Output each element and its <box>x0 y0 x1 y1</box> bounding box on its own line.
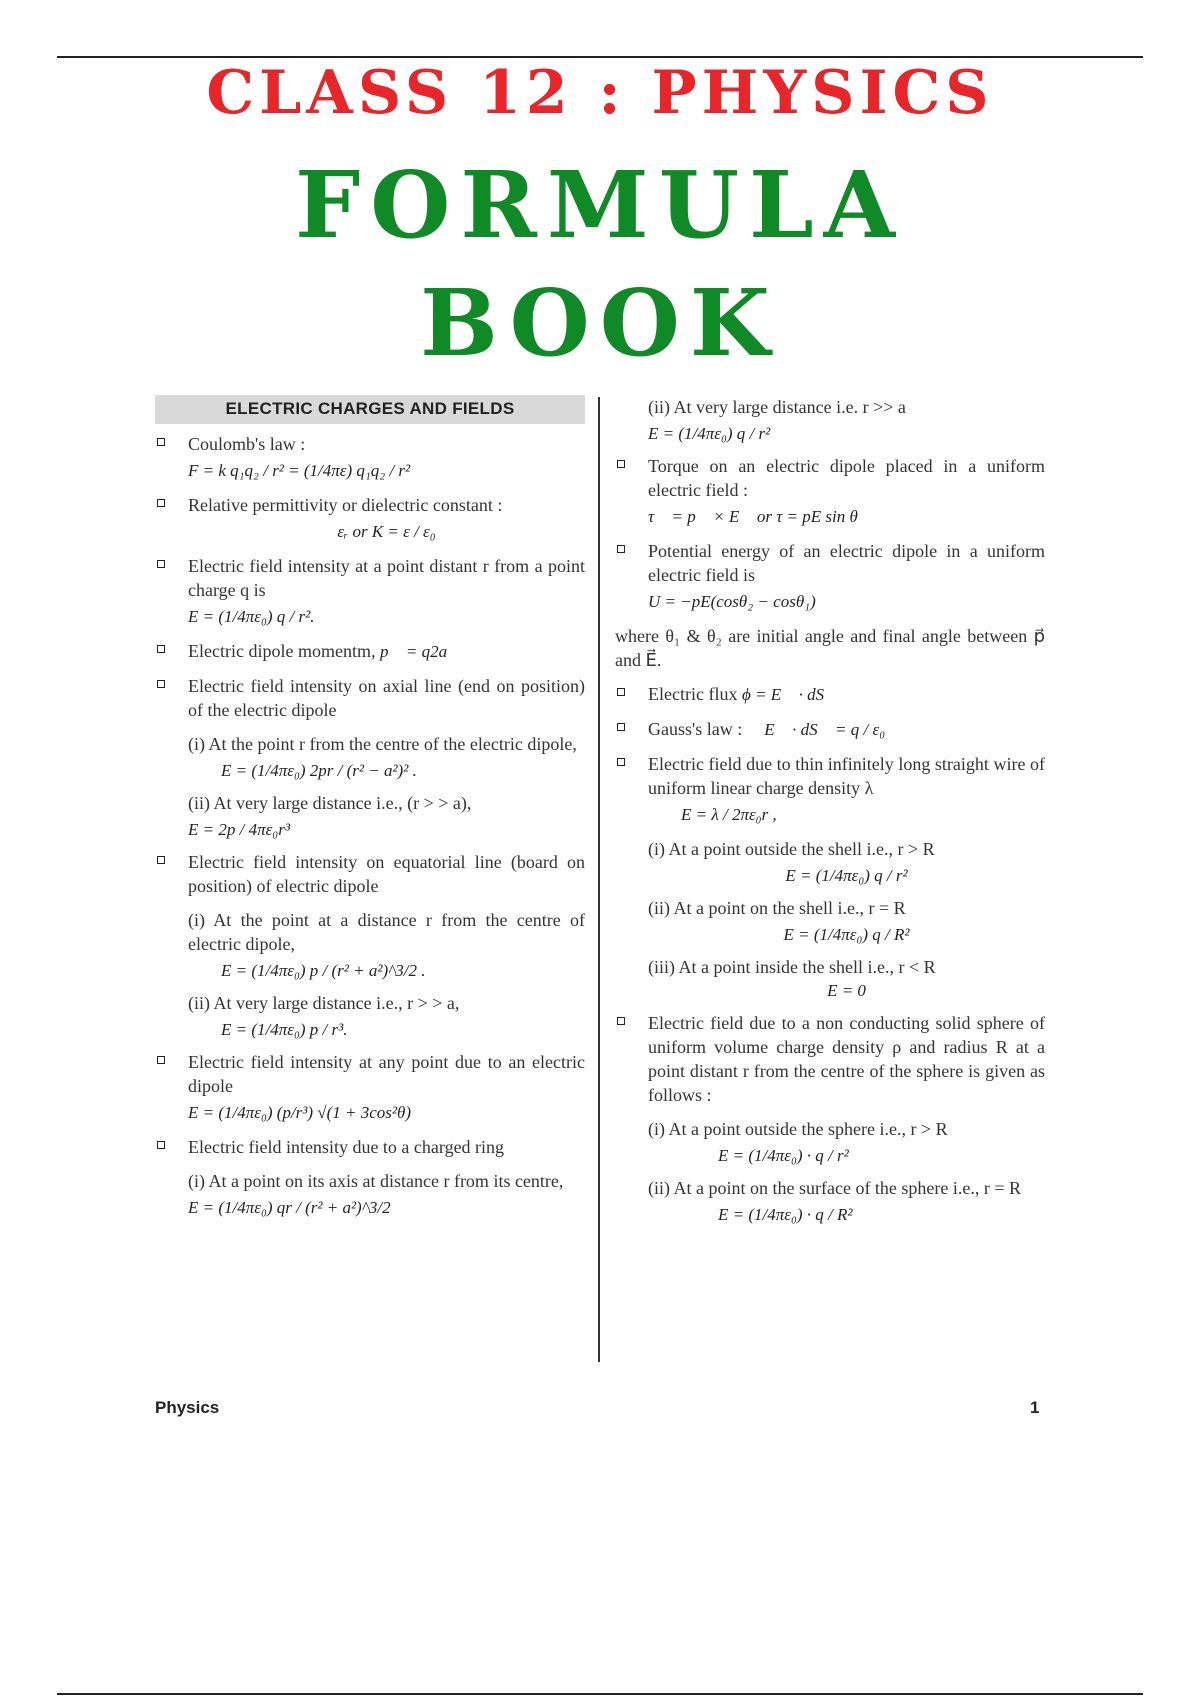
ring-ii-formula: E = (1/4πε₀) q / r² <box>648 424 771 443</box>
left-column <box>155 395 585 1228</box>
checkbox-bullet-icon <box>617 688 625 696</box>
coulomb-formula: F = k q₁q₂ / r² = (1/4πε) q₁q₂ / r² <box>188 461 411 480</box>
sub-item: (i) At the point r from the centre of the electric dipole, E = (1/4πε₀) 2pr / (r² − a²)² . <box>155 732 585 783</box>
list-item: Relative permittivity or dielectric constant : εᵣ or K = ε / ε₀ <box>155 493 585 544</box>
checkbox-bullet-icon <box>157 1056 165 1064</box>
shell-i-formula: E = (1/4πε₀) q / r² <box>785 866 908 885</box>
sub-item: (i) At a point on its axis at distance r from its centre, E = (1/4πε₀) qr / (r² + a²)^3/2 <box>155 1169 585 1220</box>
section-title: ELECTRIC CHARGES AND FIELDS <box>155 395 585 424</box>
page-number: 1 <box>1030 1398 1040 1417</box>
list-item: Coulomb's law : F = k q₁q₂ / r² = (1/4πε) q₁q₂ / r² <box>155 432 585 483</box>
list-item: Electric field intensity at any point due to an electric dipole E = (1/4πε₀) (p/r³) √(1 + 3cos²θ) <box>155 1050 585 1125</box>
list-item: Gauss's law : ∮ E⃗ · dS⃗ = q / ε₀ <box>615 717 1045 742</box>
sub-item: (ii) At very large distance i.e., r > > a, E = (1/4πε₀) p / r³. <box>155 991 585 1042</box>
list-item: Torque on an electric dipole placed in a uniform electric field : τ⃗ = p⃗ × E⃗ or τ = pE sin θ <box>615 454 1045 529</box>
checkbox-bullet-icon <box>157 680 165 688</box>
list-item: Potential energy of an electric dipole in a uniform electric field is U = −pE(cosθ₂ − cosθ₁) <box>615 539 1045 614</box>
title-class: CLASS 12 : PHYSICS <box>206 58 994 128</box>
sphere-i-formula: E = (1/4πε₀) · q / r² <box>718 1146 849 1165</box>
footer-subject: Physics <box>155 1398 220 1417</box>
axial-i-formula: E = (1/4πε₀) 2pr / (r² − a²)² . <box>221 761 417 780</box>
bottom-rule <box>57 1693 1143 1695</box>
title-formula: FORMULA <box>294 151 906 259</box>
checkbox-bullet-icon <box>157 856 165 864</box>
flux-formula: ϕ = E⃗ · dS⃗ <box>741 685 838 704</box>
dipole-moment-formula: p⃗ = q2a <box>379 642 448 661</box>
list-item: Electric field intensity on axial line (end on position) of the electric dipole <box>155 674 585 722</box>
shell-ii-formula: E = (1/4πε₀) q / R² <box>783 925 910 944</box>
checkbox-bullet-icon <box>157 645 165 653</box>
checkbox-bullet-icon <box>617 460 625 468</box>
sub-item: (ii) At very large distance i.e., (r > > a), E = 2p / 4πε₀r³ <box>155 791 585 842</box>
title-book: BOOK <box>420 269 780 377</box>
shell-iii-formula: E = 0 <box>827 981 866 1000</box>
list-item: Electric dipole momentm, p⃗ = q2a <box>155 639 585 664</box>
sub-item: (ii) At very large distance i.e. r >> a E = (1/4πε₀) q / r² <box>615 395 1045 446</box>
sub-item: (ii) At a point on the shell i.e., r = R E = (1/4πε₀) q / R² <box>615 896 1045 947</box>
potential-energy-formula: U = −pE(cosθ₂ − cosθ₁) <box>648 592 816 611</box>
checkbox-bullet-icon <box>617 723 625 731</box>
sub-item: (i) At a point outside the shell i.e., r > R E = (1/4πε₀) q / r² <box>615 837 1045 888</box>
checkbox-bullet-icon <box>157 438 165 446</box>
checkbox-bullet-icon <box>157 1141 165 1149</box>
equatorial-ii-formula: E = (1/4πε₀) p / r³. <box>221 1020 348 1039</box>
sub-item: (i) At a point outside the sphere i.e., r > R E = (1/4πε₀) · q / r² <box>615 1117 1045 1168</box>
torque-formula: τ⃗ = p⃗ × E⃗ or τ = pE sin θ <box>648 507 858 526</box>
equatorial-i-formula: E = (1/4πε₀) p / (r² + a²)^3/2 . <box>221 961 426 980</box>
list-item: Electric field due to thin infinitely long straight wire of uniform linear charge density λ E = λ / 2πε₀r , <box>615 752 1045 827</box>
list-item: Electric field intensity due to a charged ring <box>155 1135 585 1159</box>
potential-energy-note: where θ₁ & θ₂ are initial angle and final angle between p⃗ and E⃗. <box>615 626 1045 670</box>
axial-ii-formula: E = 2p / 4πε₀r³ <box>188 820 290 839</box>
right-column <box>615 395 1045 1235</box>
permittivity-formula: εᵣ or K = ε / ε₀ <box>337 522 436 541</box>
checkbox-bullet-icon <box>157 560 165 568</box>
checkbox-bullet-icon <box>157 499 165 507</box>
sub-item: (iii) At a point inside the shell i.e., r < R E = 0 <box>615 955 1045 1003</box>
any-point-formula: E = (1/4πε₀) (p/r³) √(1 + 3cos²θ) <box>188 1103 412 1122</box>
list-item: Electric field due to a non conducting solid sphere of uniform volume charge density ρ and radius R at a point distant r from the centre of the sphere is given as follows : <box>615 1011 1045 1107</box>
checkbox-bullet-icon <box>617 545 625 553</box>
list-item: Electric flux ϕ = E⃗ · dS⃗ <box>615 682 1045 707</box>
field-point-formula: E = (1/4πε₀) q / r². <box>188 607 315 626</box>
list-item: Electric field intensity at a point distant r from a point charge q is E = (1/4πε₀) q / r². <box>155 554 585 629</box>
wire-formula: E = λ / 2πε₀r , <box>681 805 777 824</box>
sub-item: (ii) At a point on the surface of the sphere i.e., r = R E = (1/4πε₀) · q / R² <box>615 1176 1045 1227</box>
list-item: Electric field intensity on equatorial line (board on position) of electric dipole <box>155 850 585 898</box>
gauss-formula: ∮ E⃗ · dS⃗ = q / ε₀ <box>746 720 886 739</box>
column-divider <box>598 397 600 1362</box>
ring-i-formula: E = (1/4πε₀) qr / (r² + a²)^3/2 <box>188 1198 391 1217</box>
sphere-ii-formula: E = (1/4πε₀) · q / R² <box>718 1205 853 1224</box>
sub-item: (i) At the point at a distance r from the centre of electric dipole, E = (1/4πε₀) p / (r² + a²)^3/2 . <box>155 908 585 983</box>
checkbox-bullet-icon <box>617 1017 625 1025</box>
checkbox-bullet-icon <box>617 758 625 766</box>
